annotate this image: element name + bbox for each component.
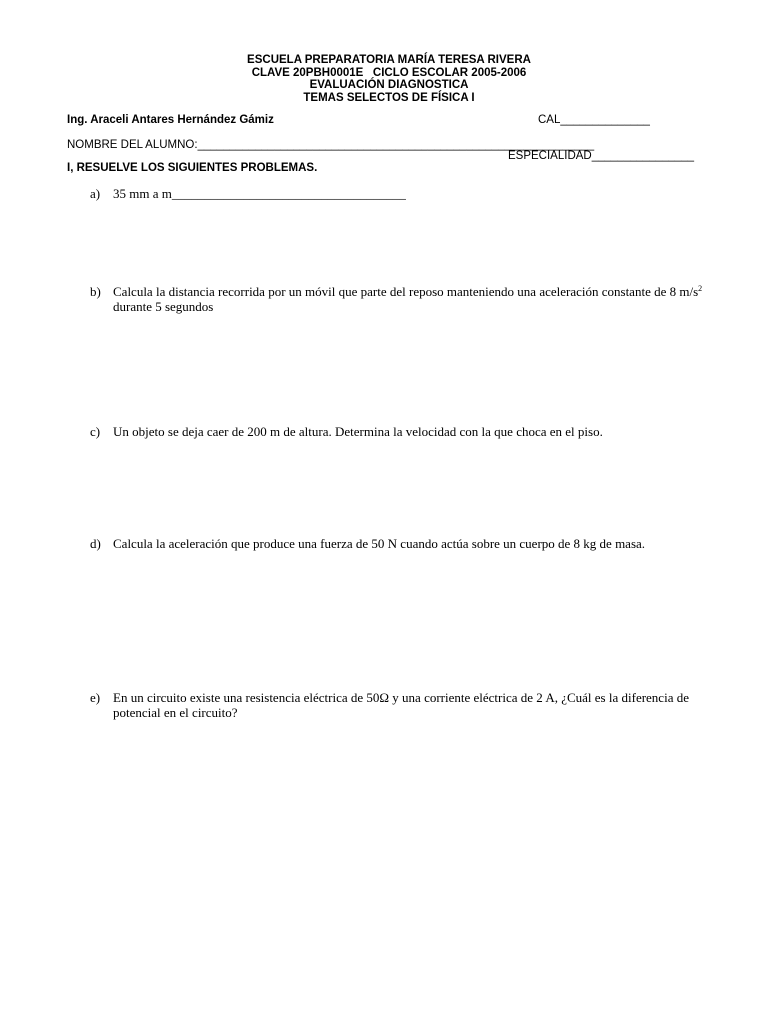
problem-text: Calcula la aceleración que produce una fuerza de 50 N cuando actúa sobre un cuerpo de 8 kg de masa. xyxy=(113,536,646,551)
problem-letter: c) xyxy=(90,424,101,439)
evaluation-title: EVALUACIÓN DIAGNOSTICA xyxy=(309,79,469,91)
problem-text: 35 mm a m____________________________________ xyxy=(113,186,406,201)
problem-text: Un objeto se deja caer de 200 m de altura. Determina la velocidad con la que choca en el piso. xyxy=(113,424,603,439)
problem-text-main: Calcula la distancia recorrida por un móvil que parte del reposo manteniendo una aceleración constante de 8 m/s xyxy=(113,284,699,299)
problem-b xyxy=(90,284,710,314)
cal-field: CAL______________ xyxy=(538,114,650,126)
school-clave: CLAVE 20PBH0001E CICLO ESCOLAR 2005-2006 xyxy=(251,66,527,79)
section-title: I, RESUELVE LOS SIGUIENTES PROBLEMAS. xyxy=(67,162,318,174)
document-header xyxy=(0,54,768,104)
problem-text: En un circuito existe una resistencia eléctrica de 50Ω y una corriente eléctrica de 2 A, ¿Cuál es la diferencia de potencial en el circuito? xyxy=(113,690,689,720)
especialidad-field: ESPECIALIDAD________________ xyxy=(508,150,695,162)
problem-letter: b) xyxy=(90,284,101,299)
problem-letter: a) xyxy=(90,186,101,201)
problem-c xyxy=(90,424,710,439)
teacher-name: Ing. Araceli Antares Hernández Gámiz xyxy=(67,114,274,126)
problem-text-tail: durante 5 segundos xyxy=(113,299,214,314)
problem-text xyxy=(113,284,710,314)
problem-d xyxy=(90,536,710,551)
problem-letter: d) xyxy=(90,536,101,551)
subject-title: TEMAS SELECTOS DE FÍSICA I xyxy=(303,91,475,104)
problem-letter: e) xyxy=(90,690,101,705)
exponent: 2 xyxy=(698,284,703,293)
school-name: ESCUELA PREPARATORIA MARÍA TERESA RIVERA xyxy=(247,54,531,66)
problem-a xyxy=(90,186,710,201)
student-name-field: NOMBRE DEL ALUMNO:______________________________________________________________ xyxy=(67,139,595,151)
problem-e xyxy=(90,690,710,720)
